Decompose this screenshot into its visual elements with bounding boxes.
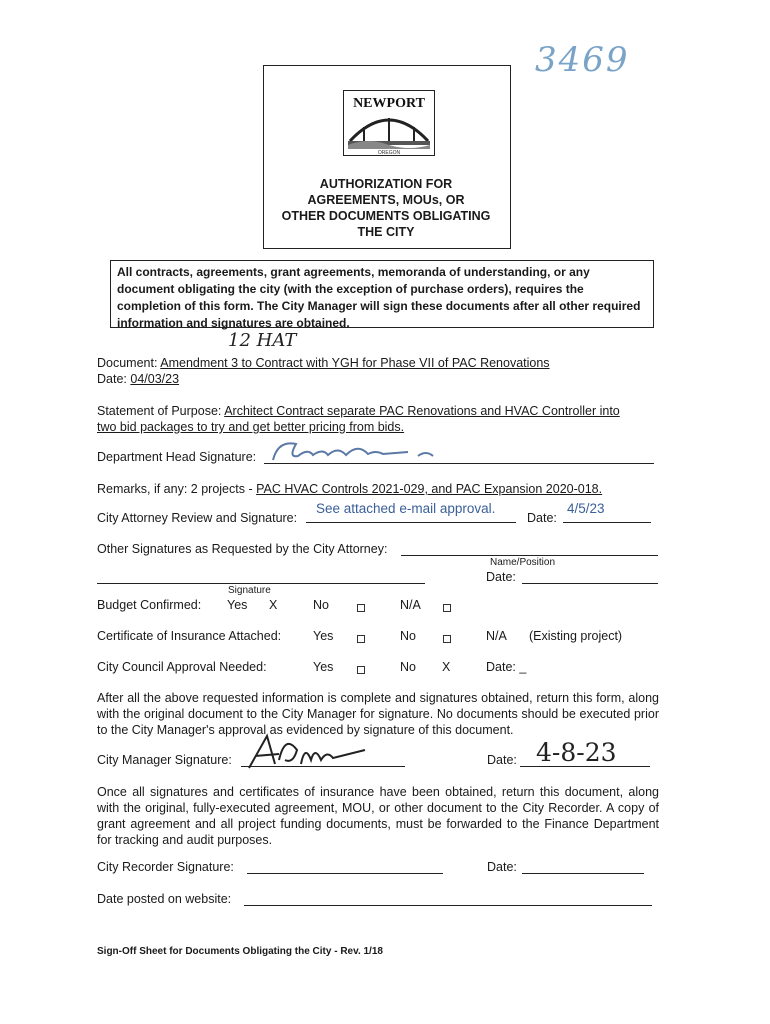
budget-yes-mark: X: [269, 598, 278, 612]
insurance-no[interactable]: No: [400, 629, 416, 643]
city-manager-date-value: 4-8-23: [536, 738, 617, 767]
city-manager-label: City Manager Signature:: [97, 753, 232, 767]
council-yes[interactable]: Yes: [313, 660, 334, 674]
date-row: [97, 372, 179, 386]
handwritten-form-number: 3469: [535, 40, 630, 80]
notice-box: All contracts, agreements, grant agreements, memoranda of understanding, or any document obligating the city (with the exception of purchase orders), requires the completion of this form. The City Manager will sign these documents after all other required information and signatures are obtained.: [110, 260, 654, 328]
budget-yes[interactable]: [227, 598, 247, 612]
remarks-row: [97, 482, 602, 496]
budget-na-label: N/A: [400, 598, 421, 612]
form-title-line: THE CITY: [357, 225, 415, 239]
other-name-line[interactable]: [401, 555, 658, 556]
budget-no-label: No: [313, 598, 329, 612]
purpose-row: [97, 404, 620, 418]
budget-na-checkbox[interactable]: [443, 604, 451, 612]
other-signatures-label: Other Signatures as Requested by the City Attorney:: [97, 542, 388, 556]
date-label: Date:: [97, 372, 127, 386]
insurance-no-checkbox[interactable]: [443, 635, 451, 643]
council-no-mark: X: [442, 660, 451, 674]
instructions-paragraph: After all the above requested information is complete and signatures obtained, return this form, along with the original document to the City Manager for signature. No documents should be executed prior to the City Manager's approval as evidenced by signature of this document.: [97, 691, 659, 737]
form-title-line: OTHER DOCUMENTS OBLIGATING: [281, 209, 491, 223]
posted-date-line[interactable]: [244, 905, 652, 906]
footer-text: Sign-Off Sheet for Documents Obligating the City - Rev. 1/18: [97, 946, 383, 957]
other-signature-line[interactable]: [97, 583, 425, 584]
recorder-date-line[interactable]: [522, 873, 644, 874]
insurance-na[interactable]: N/A: [486, 629, 507, 643]
purpose-value-line1[interactable]: Architect Contract separate PAC Renovations and HVAC Controller into: [224, 404, 620, 418]
insurance-yes-checkbox[interactable]: [357, 635, 365, 643]
purpose-label: Statement of Purpose:: [97, 404, 222, 418]
attorney-date-label: Date:: [527, 511, 557, 525]
remarks-label: Remarks, if any: 2 projects -: [97, 482, 257, 496]
insurance-note: (Existing project): [529, 629, 623, 643]
posted-label: Date posted on website:: [97, 892, 232, 906]
attorney-value[interactable]: See attached e-mail approval.: [316, 501, 496, 516]
budget-no[interactable]: [313, 598, 329, 612]
council-label: City Council Approval Needed:: [97, 660, 267, 674]
attorney-date-value[interactable]: 4/5/23: [567, 501, 605, 516]
document-label: Document:: [97, 356, 158, 370]
budget-na[interactable]: [400, 598, 421, 612]
budget-yes-label: Yes: [227, 598, 248, 612]
dept-head-label: Department Head Signature:: [97, 450, 257, 464]
form-title: [263, 176, 509, 240]
council-date-label: Date: _: [486, 660, 527, 674]
attorney-signature-line: [306, 522, 516, 523]
date-value[interactable]: 04/03/23: [130, 372, 180, 386]
form-title-line: AGREEMENTS, MOUs, OR: [307, 193, 465, 207]
purpose-value-line2[interactable]: two bid packages to try and get better pricing from bids.: [97, 420, 405, 434]
budget-no-checkbox[interactable]: [357, 604, 365, 612]
signature-caption: Signature: [228, 585, 271, 596]
recorder-date-label: Date:: [487, 860, 517, 874]
dept-head-signature: [268, 438, 458, 468]
attorney-date-line: [563, 522, 651, 523]
insurance-yes[interactable]: Yes: [313, 629, 334, 643]
remarks-value[interactable]: PAC HVAC Controls 2021-029, and PAC Expansion 2020-018.: [256, 482, 603, 496]
attorney-label: City Attorney Review and Signature:: [97, 511, 298, 525]
other-date-line[interactable]: [522, 583, 658, 584]
recorder-instructions-paragraph: Once all signatures and certificates of insurance have been obtained, return this document, along with the original, fully-executed agreement, MOU, or other document to the City Recorder. A copy of grant agreement and all project funding documents, must be forwarded to the Finance Department for tracking and audit purposes.: [97, 785, 659, 847]
council-no[interactable]: No: [400, 660, 416, 674]
recorder-label: City Recorder Signature:: [97, 860, 234, 874]
newport-logo: [343, 90, 435, 156]
handwritten-amendment-note: 12 HAT: [228, 330, 297, 351]
logo-subtitle: OREGON: [377, 150, 401, 155]
form-title-line: AUTHORIZATION FOR: [319, 177, 453, 191]
logo-wordmark: NEWPORT: [353, 96, 425, 111]
city-manager-date-label: Date:: [487, 753, 517, 767]
other-date-label: Date:: [486, 570, 516, 584]
budget-label: Budget Confirmed:: [97, 598, 202, 612]
document-value[interactable]: Amendment 3 to Contract with YGH for Phase VII of PAC Renovations: [160, 356, 550, 370]
insurance-label: Certificate of Insurance Attached:: [97, 629, 282, 643]
name-position-label: Name/Position: [490, 557, 556, 568]
city-manager-signature: [245, 730, 375, 772]
document-row: [97, 356, 550, 370]
recorder-signature-line[interactable]: [247, 873, 443, 874]
council-yes-checkbox[interactable]: [357, 666, 365, 674]
